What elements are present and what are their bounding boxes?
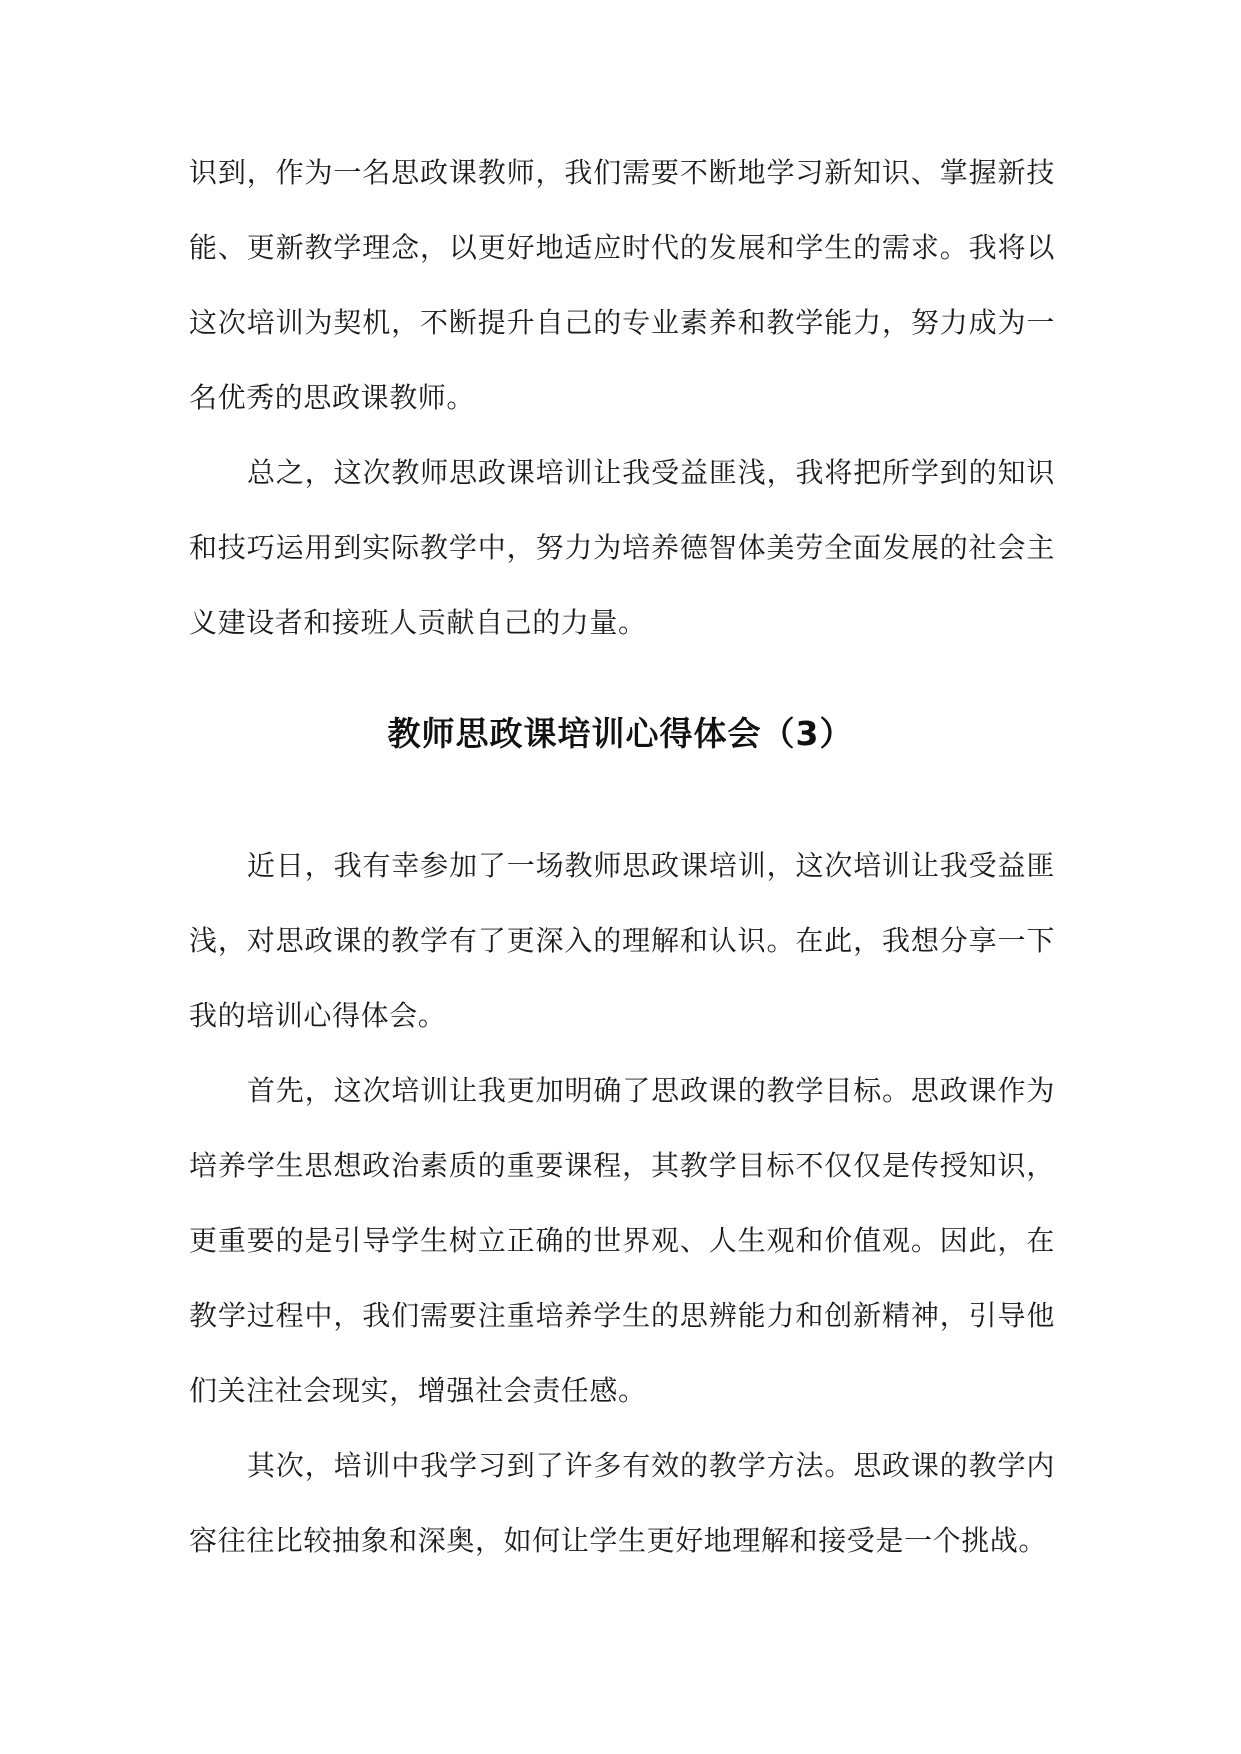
- section-3-body: [189, 828, 1055, 1578]
- section-heading: 教师思政课培训心得体会（3）: [387, 714, 854, 753]
- paragraph-intro: 近日，我有幸参加了一场教师思政课培训，这次培训让我受益匪浅，对思政课的教学有了更深入的理解和认识。在此，我想分享一下我的培训心得体会。: [189, 849, 1055, 1032]
- paragraph-first-point: 首先，这次培训让我更加明确了思政课的教学目标。思政课作为培养学生思想政治素质的重要课程，其教学目标不仅仅是传授知识，更重要的是引导学生树立正确的世界观、人生观和价值观。因此，在教学过程中，我们需要注重培养学生的思辨能力和创新精神，引导他们关注社会现实，增强社会责任感。: [189, 1074, 1055, 1407]
- previous-section-body: [189, 135, 1055, 660]
- paragraph-conclusion: 总之，这次教师思政课培训让我受益匪浅，我将把所学到的知识和技巧运用到实际教学中，努力为培养德智体美劳全面发展的社会主义建设者和接班人贡献自己的力量。: [189, 456, 1055, 639]
- paragraph-second-point: 其次，培训中我学习到了许多有效的教学方法。思政课的教学内容往往比较抽象和深奥，如何让学生更好地理解和接受是一个挑战。: [189, 1449, 1055, 1557]
- paragraph-continuation: 识到，作为一名思政课教师，我们需要不断地学习新知识、掌握新技能、更新教学理念，以更好地适应时代的发展和学生的需求。我将以这次培训为契机，不断提升自己的专业素养和教学能力，努力成为一名优秀的思政课教师。: [189, 156, 1055, 414]
